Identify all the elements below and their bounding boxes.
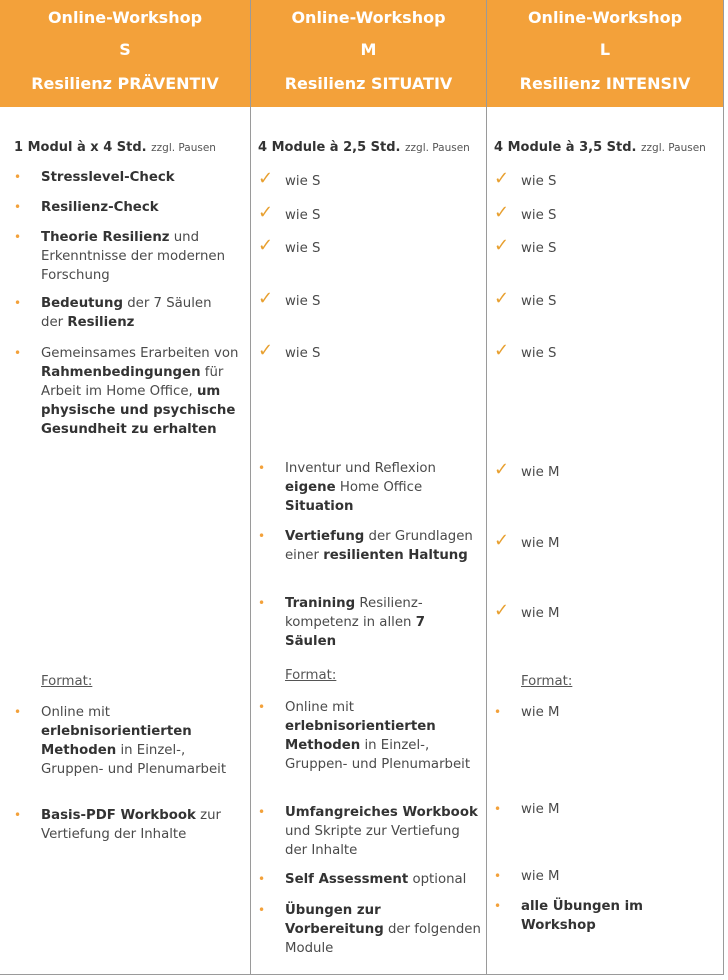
item-text: der 7 Säulen der [41,296,212,330]
item-text: optional [408,872,467,887]
list-item: wie M [521,869,560,884]
list-item [41,228,241,285]
list-item [285,698,480,774]
item-text: Gemeinsames Erarbeiten von [41,346,239,361]
checkmark-icon: ✓ [258,340,274,361]
module-info-s [14,140,216,155]
item-text: in Einzel-, Gruppen- und Plenumarbeit [285,738,471,772]
item-bold: Resilienz-Check [41,200,159,215]
bullet-icon: • [14,230,22,244]
check-item: wie S [521,174,557,189]
list-item: wie M [521,705,560,720]
item-bold: Rahmenbedingungen [41,365,201,380]
item-bold: 7 Säulen [285,615,425,649]
header-subtitle: Resilienz SITUATIV [284,74,453,93]
format-label: Format: [41,674,93,689]
item-bold: Basis-PDF Workbook [41,808,196,823]
item-bold: Vertiefung [285,529,365,544]
bullet-icon: • [494,899,502,913]
header-subtitle: Resilienz INTENSIV [519,74,691,93]
header-title: Online-Workshop [291,8,446,27]
checkmark-icon: ✓ [494,600,510,621]
item-bold: erlebnisorientierten Methoden [41,724,192,758]
list-item [285,594,445,651]
list-item [41,703,241,779]
header-m [251,0,486,107]
list-item [41,168,241,187]
module-main: 4 Module à 2,5 Std. [258,140,401,155]
check-item: wie S [285,174,321,189]
header-size: S [119,40,131,59]
check-item: wie S [521,208,557,223]
column-divider [250,0,251,975]
list-item [41,806,241,844]
checkmark-icon: ✓ [258,202,274,223]
list-item [285,459,475,516]
check-item: wie M [521,465,560,480]
item-bold: eigene [285,480,336,495]
item-bold: Self Assessment [285,872,409,887]
item-text: Home Office [335,480,423,495]
check-item: wie S [285,294,321,309]
check-item: wie M [521,536,560,551]
table-border-right [723,0,724,975]
list-item [285,527,475,565]
item-text: Online mit [41,705,110,720]
checkmark-icon: ✓ [494,340,510,361]
module-main: 1 Modul à x 4 Std. [14,140,147,155]
check-item: wie S [285,208,321,223]
header-title: Online-Workshop [47,8,203,27]
bullet-icon: • [258,903,266,917]
format-label: Format: [521,674,573,689]
item-text: Online mit [285,700,354,715]
list-item [41,294,236,332]
module-note: zzgl. Pausen [405,142,470,154]
table-border-bottom [0,974,724,975]
item-bold: um physische und psychische Gesundheit zu erhalten [41,384,236,437]
list-item [41,344,241,439]
check-item: wie S [521,294,557,309]
module-note: zzgl. Pausen [641,142,706,154]
bullet-icon: • [494,705,502,719]
header-s [0,0,250,107]
list-item: wie M [521,802,560,817]
list-item: alle Übungen im Workshop [521,899,644,933]
check-item: wie M [521,606,560,621]
item-bold: Situation [285,499,354,514]
list-item [285,870,483,889]
item-bold: Umfangreiches Workbook [285,805,478,820]
bullet-icon: • [258,805,266,819]
header-size: L [599,40,611,59]
item-text: der Grundlagen einer [285,529,473,563]
bullet-icon: • [14,808,22,822]
list-item [285,803,483,860]
item-bold: Übungen zur Vorbereitung [285,903,384,937]
bullet-icon: • [14,170,22,184]
bullet-icon: • [258,529,266,543]
module-info-m [258,140,470,155]
checkmark-icon: ✓ [258,288,274,309]
item-text: für Arbeit im Home Office, [41,365,224,399]
item-bold: Resilienz [67,315,135,330]
module-main: 4 Module à 3,5 Std. [494,140,637,155]
bullet-icon: • [14,200,22,214]
module-info-l [494,140,706,155]
checkmark-icon: ✓ [494,202,510,223]
column-divider [486,0,487,975]
check-item: wie S [521,241,557,256]
header-size: M [360,40,377,59]
item-text: zur Vertiefung der Inhalte [41,808,221,842]
checkmark-icon: ✓ [494,530,510,551]
bullet-icon: • [258,700,266,714]
bullet-icon: • [258,872,266,886]
module-note: zzgl. Pausen [151,142,216,154]
bullet-icon: • [14,705,22,719]
bullet-icon: • [494,802,502,816]
item-bold: resilienten Haltung [323,548,468,563]
header-title: Online-Workshop [527,8,683,27]
header-subtitle: Resilienz PRÄVENTIV [31,74,219,93]
list-item [41,198,241,217]
item-text: und Skripte zur Vertiefung der Inhalte [285,824,460,858]
bullet-icon: • [494,869,502,883]
item-text: Inventur und Reflexion [285,461,436,476]
bullet-icon: • [258,596,266,610]
format-label: Format: [285,668,337,683]
checkmark-icon: ✓ [494,168,510,189]
item-text: und Erkenntnisse der modernen Forschung [41,230,226,283]
checkmark-icon: ✓ [258,235,274,256]
item-text: in Einzel-, Gruppen- und Plenumarbeit [41,743,227,777]
check-item: wie S [285,346,321,361]
item-bold: erlebnisorientierten Methoden [285,719,436,753]
bullet-icon: • [14,296,22,310]
check-item: wie S [521,346,557,361]
bullet-icon: • [258,461,266,475]
item-bold: Bedeutung [41,296,123,311]
checkmark-icon: ✓ [258,168,274,189]
checkmark-icon: ✓ [494,288,510,309]
checkmark-icon: ✓ [494,235,510,256]
item-bold: Theorie Resilienz [41,230,170,245]
item-bold: Stresslevel-Check [41,170,175,185]
check-item: wie S [285,241,321,256]
bullet-icon: • [14,346,22,360]
item-text: Resilienz-kompetenz in allen [285,596,423,630]
checkmark-icon: ✓ [494,459,510,480]
item-text: der folgenden Module [285,922,481,956]
list-item [285,901,483,958]
header-l [487,0,723,107]
item-bold: Tranining [285,596,356,611]
